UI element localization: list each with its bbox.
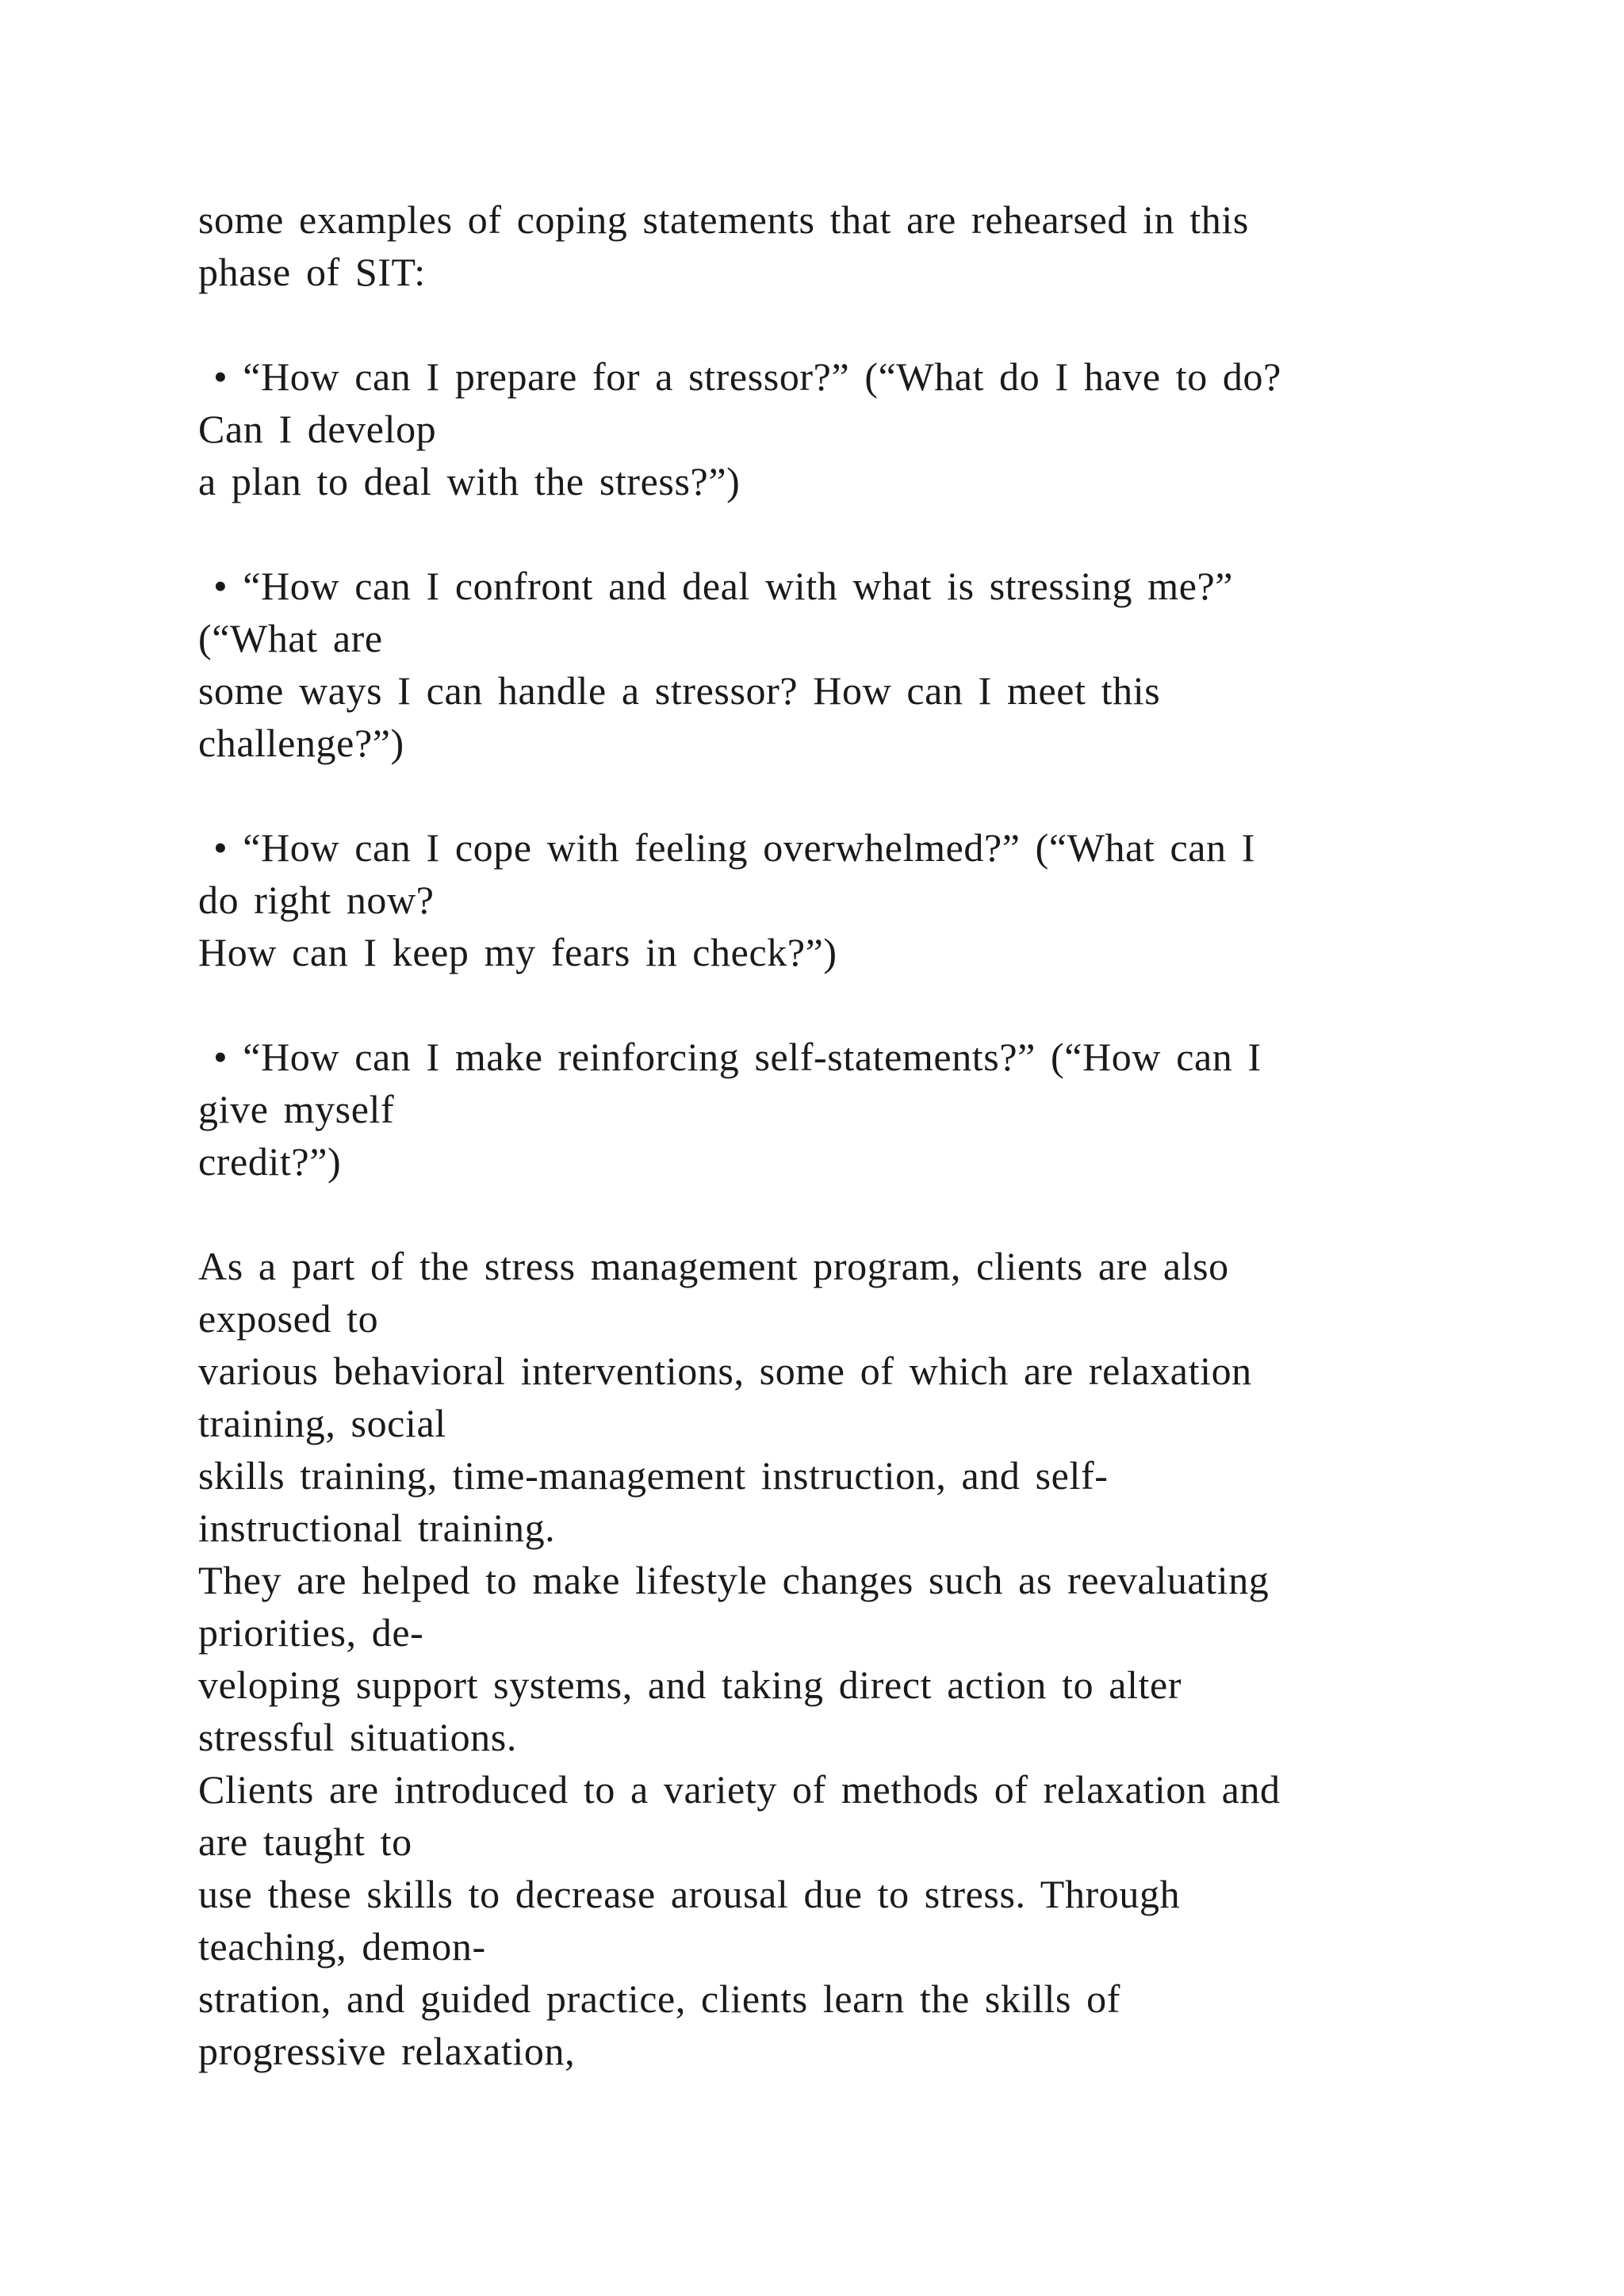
text-line: instructional training. xyxy=(198,1506,556,1550)
text-line: various behavioral interventions, some of which are relaxation xyxy=(198,1349,1252,1393)
text-line: Can I develop xyxy=(198,407,437,451)
text-line: As a part of the stress management program, clients are also xyxy=(198,1244,1229,1288)
text-line: skills training, time-management instruction, and self- xyxy=(198,1453,1109,1498)
text-line: use these skills to decrease arousal due to stress. Through xyxy=(198,1872,1181,1916)
blank-line xyxy=(198,298,1435,350)
text-line: priorities, de- xyxy=(198,1610,424,1655)
bullet-line: • “How can I prepare for a stressor?” (“What do I have to do? xyxy=(198,354,1281,399)
text-line: give myself xyxy=(198,1087,395,1131)
text-line: stration, and guided practice, clients learn the skills of xyxy=(198,1976,1121,2021)
text-line: training, social xyxy=(198,1401,446,1445)
text-line: challenge?”) xyxy=(198,721,404,765)
text-line: stressful situations. xyxy=(198,1715,517,1759)
text-line: are taught to xyxy=(198,1820,412,1864)
document-body xyxy=(198,193,1435,2077)
text-line: some examples of coping statements that are rehearsed in this xyxy=(198,197,1249,242)
text-line: progressive relaxation, xyxy=(198,2029,576,2073)
text-line: do right now? xyxy=(198,878,435,922)
bullet-line: • “How can I cope with feeling overwhelmed?” (“What can I xyxy=(198,825,1256,870)
blank-line xyxy=(198,1188,1435,1240)
text-line: They are helped to make lifestyle changes such as reevaluating xyxy=(198,1558,1270,1602)
text-line: (“What are xyxy=(198,616,383,660)
text-line: How can I keep my fears in check?”) xyxy=(198,930,837,974)
text-line: phase of SIT: xyxy=(198,250,426,294)
text-line: credit?”) xyxy=(198,1139,342,1184)
text-line: some ways I can handle a stressor? How can I meet this xyxy=(198,668,1161,713)
text-line: a plan to deal with the stress?”) xyxy=(198,459,741,503)
bullet-line: • “How can I make reinforcing self-statements?” (“How can I xyxy=(198,1035,1262,1079)
blank-line xyxy=(198,507,1435,560)
text-line: veloping support systems, and taking direct action to alter xyxy=(198,1663,1182,1707)
blank-line xyxy=(198,769,1435,821)
text-line: Clients are introduced to a variety of methods of relaxation and xyxy=(198,1767,1281,1812)
blank-line xyxy=(198,978,1435,1031)
text-line: exposed to xyxy=(198,1296,379,1341)
bullet-line: • “How can I confront and deal with what is stressing me?” xyxy=(198,564,1234,608)
text-line: teaching, demon- xyxy=(198,1924,486,1969)
